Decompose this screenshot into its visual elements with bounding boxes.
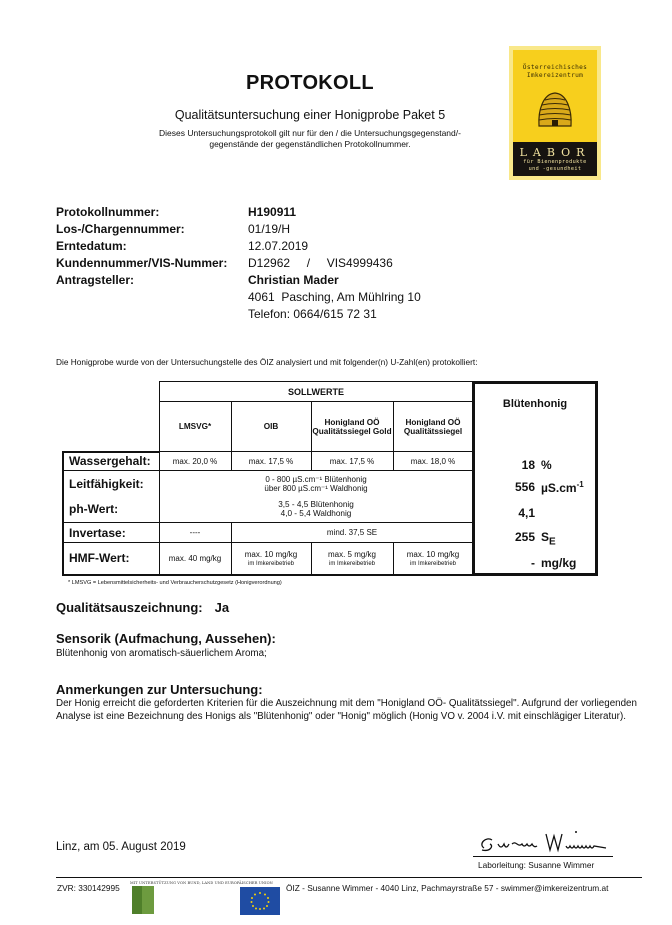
cell-value: max. 17,5 % bbox=[311, 452, 393, 471]
info-label: Erntedatum: bbox=[56, 239, 127, 253]
analysis-intro: Die Honigprobe wurde von der Untersuchungstelle des ÖIZ analysiert und mit folgender(n) U-Zahl(en) protokolliert: bbox=[56, 357, 478, 367]
unit-text: µS.cm bbox=[541, 481, 577, 495]
table-row-leitfaehigkeit bbox=[63, 471, 473, 497]
beehive-icon bbox=[535, 90, 575, 128]
place-date: Linz, am 05. August 2019 bbox=[56, 841, 186, 853]
table-row-hmf bbox=[63, 543, 473, 575]
table-row-ph bbox=[63, 497, 473, 523]
info-label bbox=[56, 306, 248, 323]
sensorik-heading: Sensorik (Aufmachung, Aussehen): bbox=[56, 631, 276, 646]
antragsteller-address: 4061 Pasching, Am Mühlring 10 bbox=[248, 290, 421, 304]
hmf-note: im Imkereibetrieb bbox=[328, 560, 375, 567]
quality-value: Ja bbox=[214, 600, 230, 615]
ph-line-2: 4,0 - 5,4 Waldhonig bbox=[280, 509, 352, 519]
antragsteller-name: Christian Mader bbox=[248, 273, 339, 287]
logo-org-name bbox=[513, 64, 597, 80]
leit-line-1: 0 - 800 µS.cm⁻¹ Blütenhonig bbox=[265, 474, 367, 484]
erntedatum-value: 12.07.2019 bbox=[248, 239, 309, 253]
funding-text: MIT UNTERSTÜTZUNG VON BUND, LAND UND EUROPÄISCHER UNION bbox=[130, 881, 273, 885]
signature-image bbox=[476, 826, 612, 856]
info-label: Kundennummer/VIS-Nummer: bbox=[56, 256, 228, 270]
row-label: Leitfähigkeit: bbox=[63, 471, 159, 497]
hmf-value: max. 5 mg/kg bbox=[327, 549, 376, 559]
signature-label: Laborleitung: Susanne Wimmer bbox=[478, 860, 595, 870]
sollwerte-header: SOLLWERTE bbox=[159, 382, 473, 402]
col-header-gold: Honigland OÖ Qualitätssiegel Gold bbox=[311, 402, 393, 452]
cell-value: max. 20,0 % bbox=[159, 452, 231, 471]
logo-sub-2: und -gesundheit bbox=[528, 165, 582, 172]
oiz-labor-logo bbox=[509, 46, 601, 180]
logo-sub-1: für Bienenprodukte bbox=[523, 159, 587, 165]
info-row-phone bbox=[56, 306, 421, 323]
anmerkungen-text: Der Honig erreicht die geforderten Kriterien für die Auszeichnung mit dem "Honigland OÖ- Qualitätssiegel". Aufgrund der vorliegenden Analyse ist eine Bezeichnung des Honigs als "Blütenhonig" oder "Honig" möglich (Honig VO v. 2004 i.V. mit einschlägiger Literatur). bbox=[56, 698, 637, 722]
validity-note bbox=[100, 128, 520, 149]
result-header: Blütenhonig bbox=[502, 398, 568, 410]
logo-line-2: Imkereizentrum bbox=[526, 72, 584, 79]
document-subtitle: Qualitätsuntersuchung einer Honigprobe Paket 5 bbox=[174, 108, 446, 122]
zvr-number: ZVR: 330142995 bbox=[57, 883, 120, 893]
cell-value: max. 17,5 % bbox=[231, 452, 311, 471]
info-label bbox=[56, 289, 248, 306]
result-value: 18 bbox=[521, 458, 535, 472]
info-row-antragsteller bbox=[56, 272, 421, 289]
info-row-protokollnummer bbox=[56, 204, 421, 221]
qualitaetsauszeichnung bbox=[56, 600, 229, 615]
result-value: - bbox=[531, 556, 535, 570]
kundennummer-value: D12962 / VIS4999436 bbox=[248, 256, 393, 270]
result-column bbox=[472, 381, 598, 576]
hmf-note: im Imkereibetrieb bbox=[247, 560, 294, 567]
result-value: 255 bbox=[514, 530, 535, 544]
eu-flag-icon bbox=[240, 887, 280, 915]
cell-value bbox=[159, 497, 473, 523]
unit-superscript: -1 bbox=[576, 480, 584, 489]
sensorik-text: Blütenhonig von aromatisch-säuerlichem Aroma; bbox=[56, 648, 267, 659]
row-label: Wassergehalt: bbox=[63, 452, 159, 471]
row-label: HMF-Wert: bbox=[63, 543, 159, 575]
unit-subscript: E bbox=[549, 536, 556, 548]
empty-corner bbox=[63, 402, 159, 452]
result-value: 556 bbox=[514, 480, 535, 494]
table-row-invertase bbox=[63, 523, 473, 543]
result-unit bbox=[541, 530, 556, 547]
leit-line-2: über 800 µS.cm⁻¹ Waldhonig bbox=[264, 483, 368, 493]
document-title: PROTOKOLL bbox=[246, 72, 374, 94]
result-unit: mg/kg bbox=[541, 556, 577, 570]
validity-note-line-2: gegenstände der gegenständlichen Protokollnummer. bbox=[209, 138, 411, 149]
cell-value bbox=[159, 471, 473, 497]
info-label: Protokollnummer: bbox=[56, 205, 160, 219]
ministry-logo bbox=[132, 886, 154, 914]
validity-note-line-1: Dieses Untersuchungsprotokoll gilt nur für den / die Untersuchungsgegenstand/- bbox=[159, 128, 461, 138]
cell-value: ---- bbox=[159, 523, 231, 543]
signature-line bbox=[473, 856, 613, 857]
footer-address: ÖIZ - Susanne Wimmer - 4040 Linz, Pachmayrstraße 57 - swimmer@imkereizentrum.at bbox=[286, 883, 609, 893]
info-row-erntedatum bbox=[56, 238, 421, 255]
info-label: Antragsteller: bbox=[56, 273, 135, 287]
chargennummer-value: 01/19/H bbox=[248, 222, 291, 236]
quality-label: Qualitätsauszeichnung: bbox=[56, 600, 203, 615]
sample-info bbox=[56, 204, 421, 323]
antragsteller-phone: Telefon: 0664/615 72 31 bbox=[248, 307, 377, 321]
footer-divider bbox=[56, 877, 642, 878]
protokollnummer-value: H190911 bbox=[248, 205, 297, 219]
hmf-value: max. 10 mg/kg bbox=[244, 549, 298, 559]
unit-text: S bbox=[541, 530, 550, 544]
table-row-wassergehalt bbox=[63, 452, 473, 471]
result-value: 4,1 bbox=[518, 506, 535, 520]
sollwerte-table bbox=[62, 381, 474, 576]
cell-value bbox=[393, 543, 473, 575]
cell-value: max. 40 mg/kg bbox=[159, 543, 231, 575]
col-header-lmsvg: LMSVG* bbox=[159, 402, 231, 452]
col-header-oib: OIB bbox=[231, 402, 311, 452]
row-label: Invertase: bbox=[63, 523, 159, 543]
info-row-address bbox=[56, 289, 421, 306]
lmsvg-footnote: * LMSVG = Lebensmittelsicherheits- und Verbraucherschutzgesetz (Honigverordnung) bbox=[68, 580, 282, 586]
anmerkungen-heading: Anmerkungen zur Untersuchung: bbox=[56, 682, 263, 697]
ph-line-1: 3,5 - 4,5 Blütenhonig bbox=[278, 500, 354, 510]
result-unit: % bbox=[541, 458, 552, 472]
logo-line-1: Österreichisches bbox=[522, 64, 588, 71]
cell-value bbox=[231, 543, 311, 575]
cell-value bbox=[311, 543, 393, 575]
hmf-value: max. 10 mg/kg bbox=[406, 549, 460, 559]
funding-logos bbox=[130, 881, 282, 919]
info-label: Los-/Chargennummer: bbox=[56, 222, 185, 236]
col-header-siegel: Honigland OÖ Qualitätssiegel bbox=[393, 402, 473, 452]
info-row-kundennummer bbox=[56, 255, 421, 272]
result-unit bbox=[541, 480, 584, 495]
cell-value: mind. 37,5 SE bbox=[231, 523, 473, 543]
hmf-note: im Imkereibetrieb bbox=[409, 560, 456, 567]
logo-labor-text: LABOR bbox=[519, 146, 591, 159]
row-label: ph-Wert: bbox=[63, 497, 159, 523]
logo-labor-banner bbox=[513, 142, 597, 176]
cell-value: max. 18,0 % bbox=[393, 452, 473, 471]
info-row-chargennummer bbox=[56, 221, 421, 238]
empty-corner bbox=[63, 382, 159, 402]
